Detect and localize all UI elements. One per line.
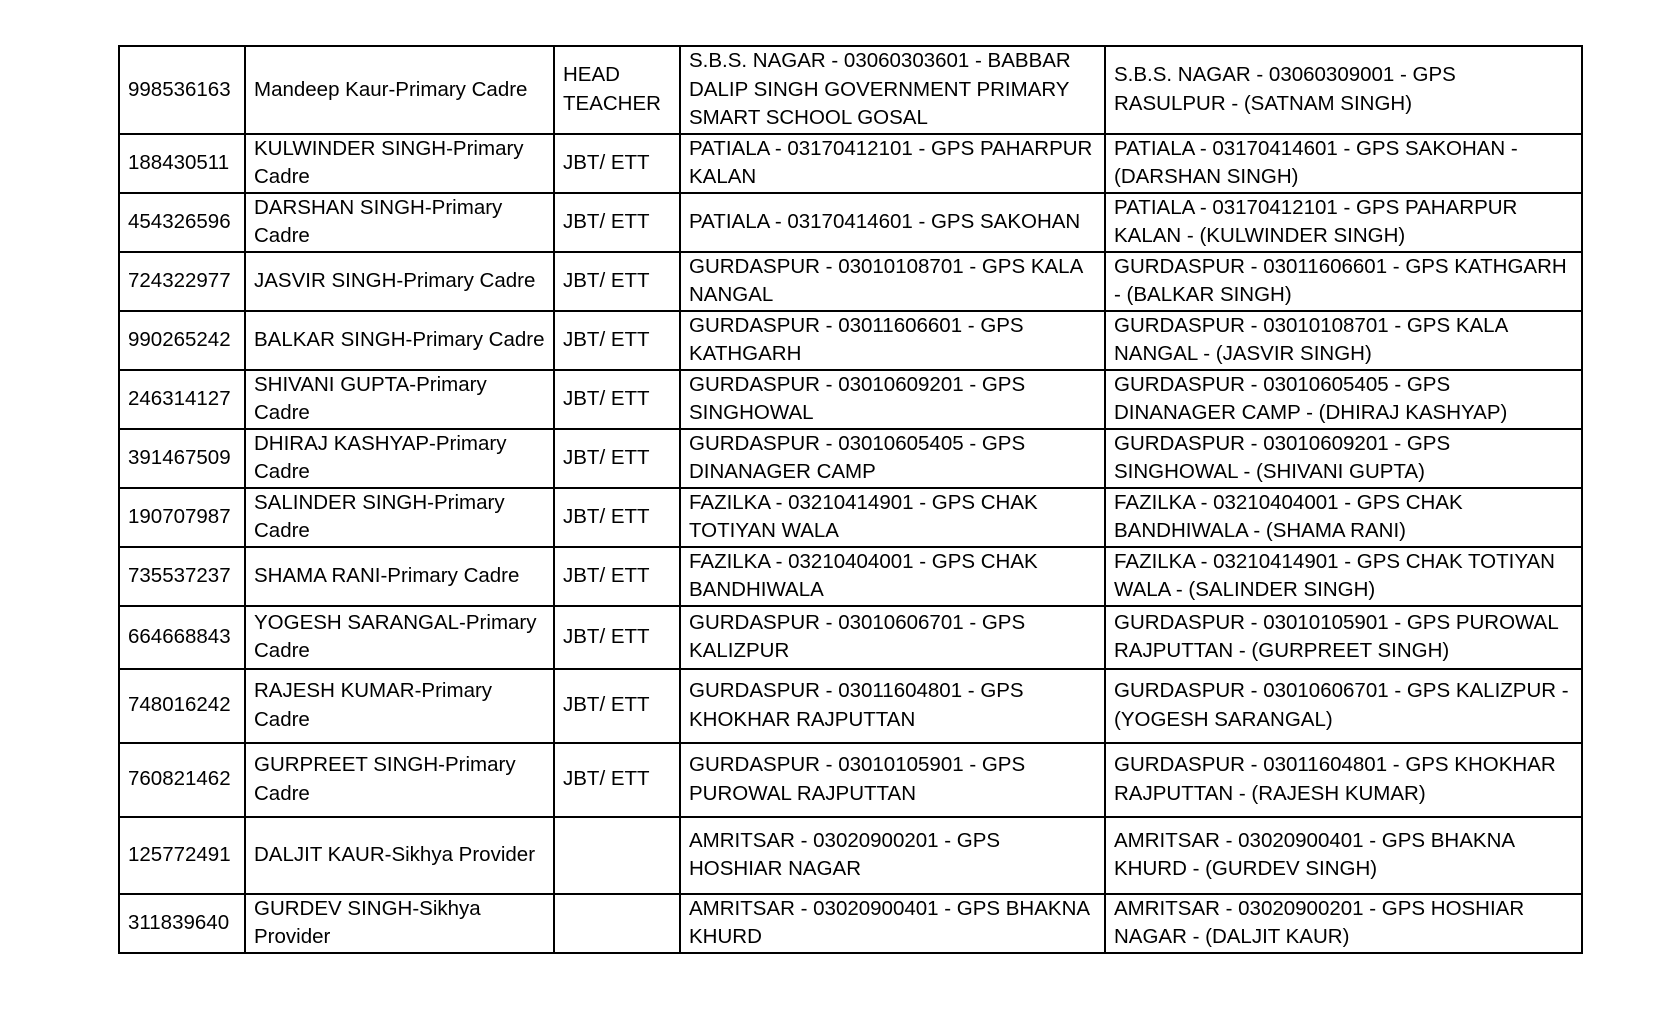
transfer-school-cell: PATIALA - 03170412101 - GPS PAHARPUR KALAN - (KULWINDER SINGH): [1105, 193, 1582, 252]
employee-name-cell: DHIRAJ KASHYAP-Primary Cadre: [245, 429, 554, 488]
table-row: [119, 429, 1582, 488]
transfer-school-cell: GURDASPUR - 03010609201 - GPS SINGHOWAL - (SHIVANI GUPTA): [1105, 429, 1582, 488]
current-school-cell: GURDASPUR - 03010609201 - GPS SINGHOWAL: [680, 370, 1105, 429]
employee-name-cell: Mandeep Kaur-Primary Cadre: [245, 46, 554, 134]
table-row: [119, 669, 1582, 743]
transfer-school-cell: AMRITSAR - 03020900201 - GPS HOSHIAR NAGAR - (DALJIT KAUR): [1105, 894, 1582, 953]
employee-id-cell: 735537237: [119, 547, 245, 606]
post-cell: JBT/ ETT: [554, 134, 680, 193]
transfer-school-cell: GURDASPUR - 03011606601 - GPS KATHGARH - (BALKAR SINGH): [1105, 252, 1582, 311]
table-row: [119, 134, 1582, 193]
post-cell: JBT/ ETT: [554, 488, 680, 547]
table-row: [119, 46, 1582, 134]
employee-name-cell: JASVIR SINGH-Primary Cadre: [245, 252, 554, 311]
transfer-school-cell: S.B.S. NAGAR - 03060309001 - GPS RASULPUR - (SATNAM SINGH): [1105, 46, 1582, 134]
current-school-cell: GURDASPUR - 03011604801 - GPS KHOKHAR RAJPUTTAN: [680, 669, 1105, 743]
employee-name-cell: BALKAR SINGH-Primary Cadre: [245, 311, 554, 370]
post-cell: JBT/ ETT: [554, 370, 680, 429]
transfer-table: [118, 45, 1583, 954]
transfer-school-cell: GURDASPUR - 03010105901 - GPS PUROWAL RAJPUTTAN - (GURPREET SINGH): [1105, 606, 1582, 669]
transfer-school-cell: FAZILKA - 03210404001 - GPS CHAK BANDHIWALA - (SHAMA RANI): [1105, 488, 1582, 547]
current-school-cell: GURDASPUR - 03010105901 - GPS PUROWAL RAJPUTTAN: [680, 743, 1105, 817]
table-row: [119, 743, 1582, 817]
table-row: [119, 311, 1582, 370]
post-cell: [554, 817, 680, 894]
current-school-cell: PATIALA - 03170414601 - GPS SAKOHAN: [680, 193, 1105, 252]
table-row: [119, 894, 1582, 953]
employee-id-cell: 188430511: [119, 134, 245, 193]
employee-name-cell: RAJESH KUMAR-Primary Cadre: [245, 669, 554, 743]
employee-id-cell: 724322977: [119, 252, 245, 311]
employee-id-cell: 391467509: [119, 429, 245, 488]
current-school-cell: FAZILKA - 03210414901 - GPS CHAK TOTIYAN WALA: [680, 488, 1105, 547]
employee-name-cell: GURDEV SINGH-Sikhya Provider: [245, 894, 554, 953]
post-cell: JBT/ ETT: [554, 606, 680, 669]
table-row: [119, 606, 1582, 669]
post-cell: JBT/ ETT: [554, 311, 680, 370]
current-school-cell: FAZILKA - 03210404001 - GPS CHAK BANDHIWALA: [680, 547, 1105, 606]
table-body: [119, 46, 1582, 953]
transfer-school-cell: PATIALA - 03170414601 - GPS SAKOHAN - (DARSHAN SINGH): [1105, 134, 1582, 193]
employee-id-cell: 664668843: [119, 606, 245, 669]
current-school-cell: AMRITSAR - 03020900401 - GPS BHAKNA KHURD: [680, 894, 1105, 953]
employee-id-cell: 125772491: [119, 817, 245, 894]
table-row: [119, 370, 1582, 429]
employee-name-cell: GURPREET SINGH-Primary Cadre: [245, 743, 554, 817]
table-row: [119, 817, 1582, 894]
employee-id-cell: 990265242: [119, 311, 245, 370]
employee-id-cell: 454326596: [119, 193, 245, 252]
current-school-cell: S.B.S. NAGAR - 03060303601 - BABBAR DALIP SINGH GOVERNMENT PRIMARY SMART SCHOOL GOSAL: [680, 46, 1105, 134]
post-cell: HEAD TEACHER: [554, 46, 680, 134]
employee-id-cell: 246314127: [119, 370, 245, 429]
employee-id-cell: 760821462: [119, 743, 245, 817]
transfer-school-cell: AMRITSAR - 03020900401 - GPS BHAKNA KHURD - (GURDEV SINGH): [1105, 817, 1582, 894]
employee-name-cell: SALINDER SINGH-Primary Cadre: [245, 488, 554, 547]
transfer-school-cell: GURDASPUR - 03010108701 - GPS KALA NANGAL - (JASVIR SINGH): [1105, 311, 1582, 370]
post-cell: JBT/ ETT: [554, 547, 680, 606]
post-cell: [554, 894, 680, 953]
employee-name-cell: SHIVANI GUPTA-Primary Cadre: [245, 370, 554, 429]
employee-id-cell: 998536163: [119, 46, 245, 134]
transfer-school-cell: FAZILKA - 03210414901 - GPS CHAK TOTIYAN WALA - (SALINDER SINGH): [1105, 547, 1582, 606]
table-row: [119, 488, 1582, 547]
employee-name-cell: DALJIT KAUR-Sikhya Provider: [245, 817, 554, 894]
current-school-cell: GURDASPUR - 03011606601 - GPS KATHGARH: [680, 311, 1105, 370]
employee-id-cell: 748016242: [119, 669, 245, 743]
transfer-school-cell: GURDASPUR - 03010606701 - GPS KALIZPUR - (YOGESH SARANGAL): [1105, 669, 1582, 743]
employee-id-cell: 190707987: [119, 488, 245, 547]
table-row: [119, 193, 1582, 252]
current-school-cell: AMRITSAR - 03020900201 - GPS HOSHIAR NAGAR: [680, 817, 1105, 894]
employee-name-cell: SHAMA RANI-Primary Cadre: [245, 547, 554, 606]
post-cell: JBT/ ETT: [554, 669, 680, 743]
employee-name-cell: KULWINDER SINGH-Primary Cadre: [245, 134, 554, 193]
table-row: [119, 252, 1582, 311]
current-school-cell: GURDASPUR - 03010605405 - GPS DINANAGER CAMP: [680, 429, 1105, 488]
employee-name-cell: YOGESH SARANGAL-Primary Cadre: [245, 606, 554, 669]
employee-id-cell: 311839640: [119, 894, 245, 953]
post-cell: JBT/ ETT: [554, 193, 680, 252]
post-cell: JBT/ ETT: [554, 743, 680, 817]
transfer-school-cell: GURDASPUR - 03011604801 - GPS KHOKHAR RAJPUTTAN - (RAJESH KUMAR): [1105, 743, 1582, 817]
post-cell: JBT/ ETT: [554, 252, 680, 311]
transfer-school-cell: GURDASPUR - 03010605405 - GPS DINANAGER CAMP - (DHIRAJ KASHYAP): [1105, 370, 1582, 429]
current-school-cell: GURDASPUR - 03010606701 - GPS KALIZPUR: [680, 606, 1105, 669]
current-school-cell: PATIALA - 03170412101 - GPS PAHARPUR KALAN: [680, 134, 1105, 193]
current-school-cell: GURDASPUR - 03010108701 - GPS KALA NANGAL: [680, 252, 1105, 311]
employee-name-cell: DARSHAN SINGH-Primary Cadre: [245, 193, 554, 252]
post-cell: JBT/ ETT: [554, 429, 680, 488]
table-row: [119, 547, 1582, 606]
